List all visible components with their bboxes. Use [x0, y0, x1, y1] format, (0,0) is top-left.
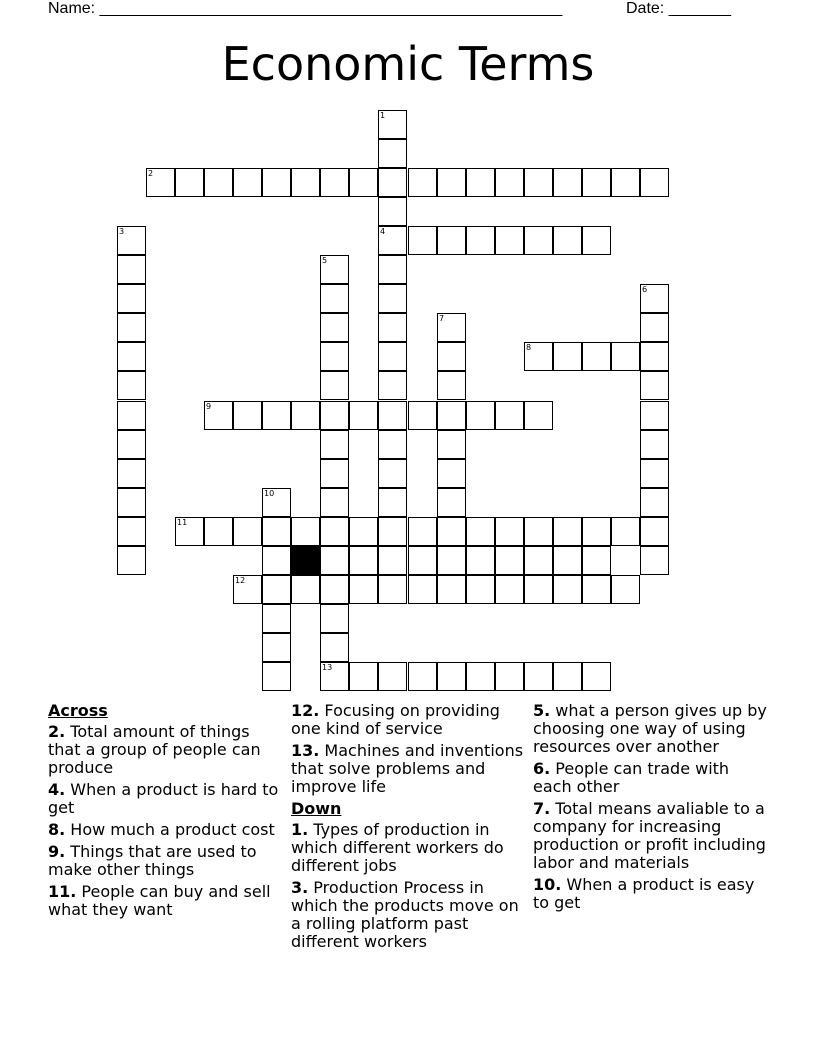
clue-number: 6.: [533, 759, 551, 778]
grid-cell[interactable]: [408, 226, 437, 255]
grid-cell[interactable]: [117, 459, 146, 488]
grid-cell[interactable]: [437, 168, 466, 197]
grid-cell[interactable]: [553, 168, 582, 197]
grid-cell[interactable]: [291, 517, 320, 546]
grid-cell[interactable]: [349, 546, 378, 575]
grid-cell[interactable]: [524, 401, 553, 430]
grid-cell[interactable]: [349, 662, 378, 691]
clue-text: How much a product cost: [65, 820, 275, 839]
clue-number: 8.: [48, 820, 66, 839]
cell-number: 10: [264, 489, 275, 498]
clue-8: [48, 821, 284, 839]
clue-number: 7.: [533, 799, 551, 818]
date-label: Date:: [626, 0, 665, 17]
grid-cell[interactable]: [640, 430, 669, 459]
clue-text: When a product is hard to get: [48, 780, 279, 817]
clue-number: 3.: [291, 878, 309, 897]
grid-cell[interactable]: [640, 371, 669, 400]
grid-cell[interactable]: [378, 226, 407, 255]
grid-cell[interactable]: [262, 488, 291, 517]
grid-cell[interactable]: [611, 575, 640, 604]
grid-cell[interactable]: [437, 662, 466, 691]
grid-cell[interactable]: [291, 168, 320, 197]
grid-cell[interactable]: [378, 197, 407, 226]
grid-cell[interactable]: [495, 517, 524, 546]
grid-cell[interactable]: [611, 517, 640, 546]
grid-cell[interactable]: [320, 168, 349, 197]
clue-text: People can buy and sell what they want: [48, 882, 271, 919]
grid-cell[interactable]: [524, 226, 553, 255]
clue-column-2: [291, 702, 527, 955]
clue-number: 4.: [48, 780, 66, 799]
grid-cell[interactable]: [378, 168, 407, 197]
grid-cell[interactable]: [378, 488, 407, 517]
cell-number: 12: [235, 576, 246, 585]
grid-cell[interactable]: [378, 546, 407, 575]
grid-cell[interactable]: [117, 546, 146, 575]
clue-number: 5.: [533, 701, 551, 720]
grid-cell[interactable]: [437, 401, 466, 430]
grid-cell[interactable]: [233, 517, 262, 546]
grid-cell[interactable]: [524, 546, 553, 575]
grid-cell[interactable]: [378, 459, 407, 488]
grid-cell[interactable]: [378, 255, 407, 284]
grid-cell[interactable]: [262, 575, 291, 604]
grid-cell[interactable]: [640, 313, 669, 342]
clue-text: When a product is easy to get: [533, 875, 755, 912]
grid-cell[interactable]: [117, 430, 146, 459]
clue-text: what a person gives up by choosing one way of using resources over another: [533, 701, 767, 756]
grid-cell[interactable]: [262, 401, 291, 430]
grid-cell[interactable]: [378, 401, 407, 430]
grid-cell[interactable]: [378, 284, 407, 313]
clue-column-1: [48, 702, 284, 923]
clue-11: [48, 883, 284, 919]
grid-cell[interactable]: [524, 342, 553, 371]
grid-cell[interactable]: [233, 401, 262, 430]
grid-cell[interactable]: [291, 401, 320, 430]
cell-number: 7: [439, 314, 445, 323]
grid-cell[interactable]: [117, 401, 146, 430]
grid-cell[interactable]: [466, 575, 495, 604]
grid-cell[interactable]: [117, 371, 146, 400]
grid-cell[interactable]: [524, 662, 553, 691]
grid-cell[interactable]: [553, 342, 582, 371]
grid-cell[interactable]: [378, 139, 407, 168]
clue-text: People can trade with each other: [533, 759, 730, 796]
clue-column-3: [533, 702, 769, 916]
grid-cell[interactable]: [204, 401, 233, 430]
name-label: Name:: [48, 0, 96, 17]
grid-cell[interactable]: [378, 662, 407, 691]
grid-cell[interactable]: [582, 662, 611, 691]
grid-cell[interactable]: [582, 517, 611, 546]
grid-cell[interactable]: [378, 517, 407, 546]
clue-text: Things that are used to make other things: [48, 842, 257, 879]
grid-cell[interactable]: [495, 401, 524, 430]
across-heading: Across: [48, 701, 108, 720]
grid-cell[interactable]: [117, 226, 146, 255]
grid-cell[interactable]: [320, 313, 349, 342]
cell-number: 1: [380, 111, 386, 120]
grid-cell[interactable]: [320, 575, 349, 604]
grid-cell[interactable]: [349, 575, 378, 604]
grid-cell[interactable]: [378, 313, 407, 342]
grid-cell[interactable]: [117, 488, 146, 517]
grid-cell[interactable]: [640, 284, 669, 313]
grid-cell[interactable]: [582, 575, 611, 604]
grid-cell[interactable]: [437, 226, 466, 255]
grid-cell[interactable]: [553, 662, 582, 691]
clue-9: [48, 843, 284, 879]
clue-6: [533, 760, 769, 796]
grid-cell[interactable]: [466, 662, 495, 691]
grid-cell[interactable]: [117, 255, 146, 284]
clue-number: 12.: [291, 701, 320, 720]
grid-cell[interactable]: [262, 662, 291, 691]
grid-cell[interactable]: [291, 575, 320, 604]
grid-cell[interactable]: [175, 517, 204, 546]
grid-cell[interactable]: [437, 430, 466, 459]
clue-number: 11.: [48, 882, 77, 901]
grid-cell[interactable]: [204, 517, 233, 546]
cell-number: 13: [322, 663, 333, 672]
grid-cell[interactable]: [495, 662, 524, 691]
grid-cell[interactable]: [640, 401, 669, 430]
grid-cell[interactable]: [349, 168, 378, 197]
grid-cell[interactable]: [204, 168, 233, 197]
grid-cell[interactable]: [495, 546, 524, 575]
clue-10: [533, 876, 769, 912]
grid-cell[interactable]: [524, 168, 553, 197]
clue-text: Production Process in which the products move on a rolling platform past different workers: [291, 878, 519, 951]
grid-cell[interactable]: [378, 371, 407, 400]
grid-cell[interactable]: [582, 226, 611, 255]
grid-cell[interactable]: [640, 488, 669, 517]
grid-cell[interactable]: [233, 575, 262, 604]
name-blank[interactable]: ____________________________________________________: [99, 0, 563, 17]
grid-cell[interactable]: [582, 546, 611, 575]
grid-cell[interactable]: [378, 575, 407, 604]
cell-number: 2: [148, 169, 154, 178]
grid-cell[interactable]: [495, 226, 524, 255]
grid-cell[interactable]: [437, 371, 466, 400]
cell-number: 11: [177, 518, 188, 527]
grid-cell[interactable]: [320, 517, 349, 546]
grid-cell[interactable]: [466, 517, 495, 546]
grid-cell[interactable]: [320, 284, 349, 313]
grid-cell[interactable]: [437, 575, 466, 604]
grid-cell[interactable]: [349, 517, 378, 546]
grid-cell[interactable]: [408, 662, 437, 691]
grid-cell[interactable]: [582, 342, 611, 371]
grid-cell[interactable]: [378, 342, 407, 371]
grid-cell[interactable]: [553, 546, 582, 575]
grid-cell[interactable]: [320, 371, 349, 400]
clue-12: [291, 702, 527, 738]
clue-text: Focusing on providing one kind of service: [291, 701, 500, 738]
grid-cell[interactable]: [320, 401, 349, 430]
grid-cell[interactable]: [437, 342, 466, 371]
clue-7: [533, 800, 769, 872]
grid-cell[interactable]: [408, 517, 437, 546]
grid-cell[interactable]: [320, 546, 349, 575]
clue-1: [291, 821, 527, 875]
clue-3: [291, 879, 527, 951]
cell-number: 6: [642, 285, 648, 294]
grid-cell[interactable]: [117, 342, 146, 371]
grid-cell[interactable]: [611, 342, 640, 371]
grid-cell[interactable]: [437, 313, 466, 342]
clue-2: [48, 723, 284, 777]
grid-cell[interactable]: [378, 430, 407, 459]
clue-number: 1.: [291, 820, 309, 839]
grid-cell[interactable]: [349, 401, 378, 430]
grid-cell[interactable]: [466, 168, 495, 197]
grid-cell[interactable]: [320, 342, 349, 371]
grid-cell[interactable]: [320, 255, 349, 284]
grid-cell[interactable]: [495, 168, 524, 197]
grid-cell[interactable]: [175, 168, 204, 197]
grid-cell[interactable]: [466, 401, 495, 430]
clue-text: Machines and inventions that solve problems and improve life: [291, 741, 524, 796]
grid-cell[interactable]: [495, 575, 524, 604]
grid-cell[interactable]: [262, 633, 291, 662]
clue-text: Total amount of things that a group of people can produce: [48, 722, 261, 777]
grid-cell[interactable]: [262, 546, 291, 575]
grid-cell[interactable]: [233, 168, 262, 197]
grid-cell[interactable]: [320, 604, 349, 633]
clue-text: Types of production in which different workers do different jobs: [291, 820, 504, 875]
clue-4: [48, 781, 284, 817]
grid-cell[interactable]: [582, 168, 611, 197]
grid-cell[interactable]: [466, 546, 495, 575]
grid-cell[interactable]: [320, 459, 349, 488]
grid-cell[interactable]: [553, 517, 582, 546]
grid-cell[interactable]: [524, 575, 553, 604]
grid-cell[interactable]: [437, 488, 466, 517]
grid-cell[interactable]: [640, 168, 669, 197]
grid-cell[interactable]: [466, 226, 495, 255]
grid-cell[interactable]: [262, 517, 291, 546]
grid-cell[interactable]: [611, 168, 640, 197]
grid-cell[interactable]: [408, 401, 437, 430]
grid-cell[interactable]: [117, 517, 146, 546]
page-title: Economic Terms: [221, 37, 595, 91]
cell-number: 4: [380, 227, 386, 236]
grid-cell[interactable]: [320, 488, 349, 517]
grid-cell[interactable]: [640, 517, 669, 546]
down-heading: Down: [291, 799, 342, 818]
grid-cell[interactable]: [553, 226, 582, 255]
grid-cell[interactable]: [320, 430, 349, 459]
cell-number: 9: [206, 402, 212, 411]
grid-cell[interactable]: [437, 546, 466, 575]
black-cell: [291, 546, 320, 575]
clue-13: [291, 742, 527, 796]
clue-number: 2.: [48, 722, 66, 741]
grid-cell[interactable]: [378, 110, 407, 139]
grid-cell[interactable]: [408, 546, 437, 575]
grid-cell[interactable]: [437, 517, 466, 546]
clue-5: [533, 702, 769, 756]
clue-text: Total means avaliable to a company for increasing production or profit including labor and materials: [533, 799, 766, 872]
grid-cell[interactable]: [640, 342, 669, 371]
cell-number: 8: [526, 343, 532, 352]
grid-cell[interactable]: [320, 662, 349, 691]
date-blank[interactable]: _______: [668, 0, 731, 17]
grid-cell[interactable]: [320, 633, 349, 662]
grid-cell[interactable]: [262, 604, 291, 633]
grid-cell[interactable]: [437, 459, 466, 488]
grid-cell[interactable]: [408, 168, 437, 197]
grid-cell[interactable]: [117, 284, 146, 313]
grid-cell[interactable]: [262, 168, 291, 197]
grid-cell[interactable]: [640, 459, 669, 488]
clue-number: 10.: [533, 875, 562, 894]
grid-cell[interactable]: [408, 575, 437, 604]
clue-number: 9.: [48, 842, 66, 861]
grid-cell[interactable]: [553, 575, 582, 604]
grid-cell[interactable]: [117, 313, 146, 342]
cell-number: 5: [322, 256, 328, 265]
clue-number: 13.: [291, 741, 320, 760]
grid-cell[interactable]: [640, 546, 669, 575]
cell-number: 3: [119, 227, 125, 236]
grid-cell[interactable]: [146, 168, 175, 197]
grid-cell[interactable]: [524, 517, 553, 546]
